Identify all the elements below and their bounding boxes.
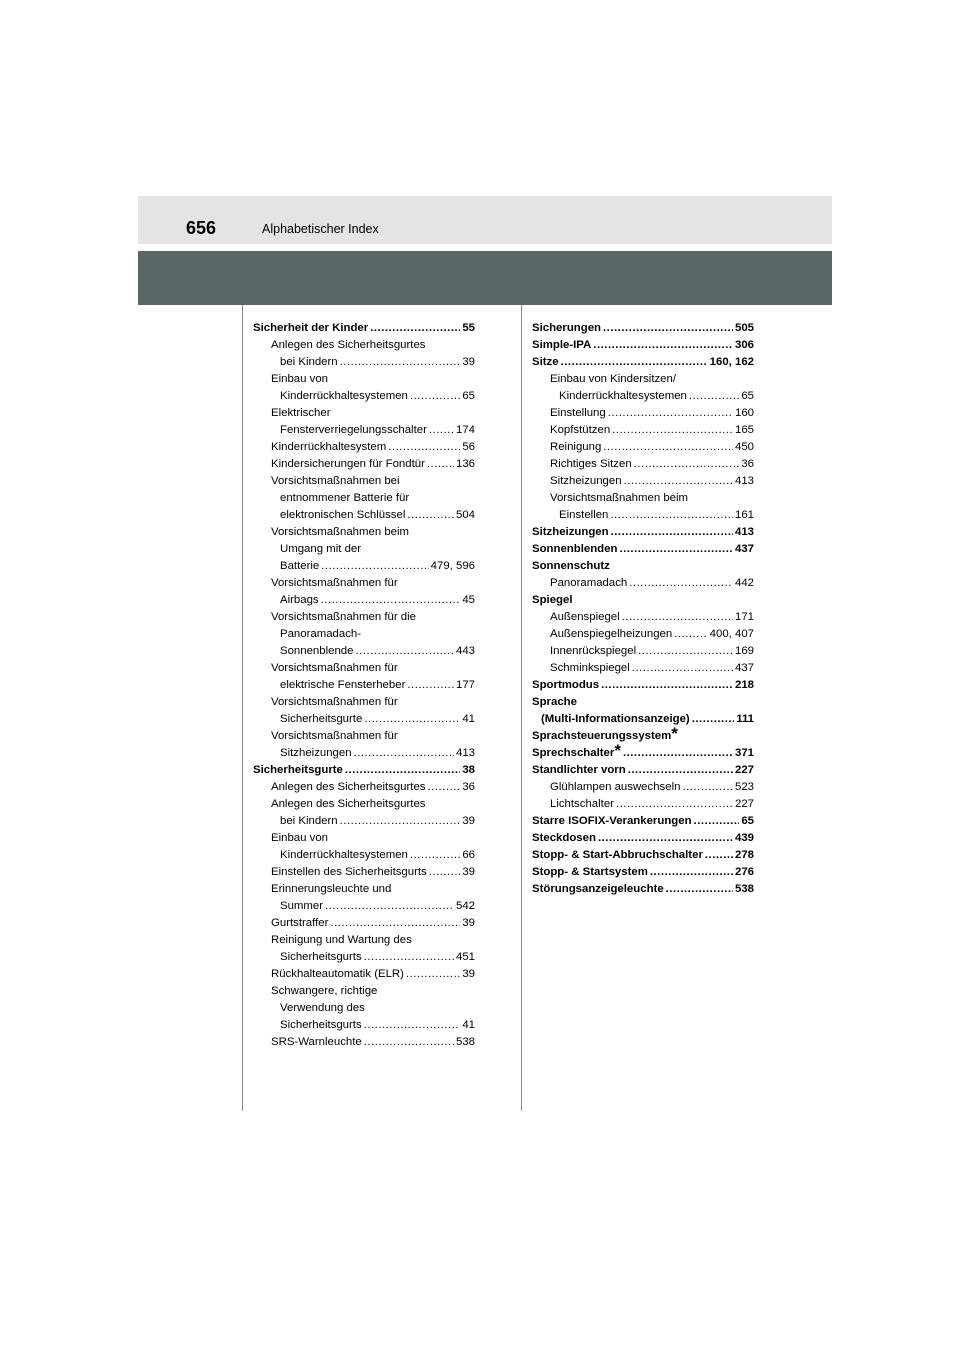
dot-leader (598, 830, 733, 847)
index-entry (253, 1034, 475, 1051)
index-entry (253, 609, 475, 660)
index-entry (253, 456, 475, 473)
dot-leader (340, 813, 461, 830)
index-entry-text: Stopp- & Start-Abbruchschalter (532, 849, 703, 861)
index-column-right (532, 320, 754, 898)
index-entry-text: Elektrischer (271, 407, 331, 419)
index-entry-text: Sicherheit der Kinder (253, 322, 369, 334)
index-entry-text: Vorsichtsmaßnahmen für (271, 577, 398, 589)
index-entry-text: Standlichter vorn (532, 764, 626, 776)
index-entry-text: Störungsanzeigeleuchte (532, 883, 664, 895)
index-entry (532, 541, 754, 558)
index-entry (253, 966, 475, 983)
index-entry-text: elektronischen Schlüssel (280, 509, 406, 521)
index-entry-text: Einbau von (271, 832, 328, 844)
index-entry-text: Verwendung des (280, 1002, 365, 1014)
index-entry (532, 371, 754, 405)
dot-leader (638, 643, 733, 660)
index-page-ref: 177 (455, 679, 475, 691)
dot-leader (694, 813, 740, 830)
index-page-ref: 41 (462, 1019, 475, 1031)
index-entry-text: Rückhalteautomatik (ELR) (271, 968, 404, 980)
dot-leader (428, 779, 461, 796)
dot-leader (601, 677, 733, 694)
index-entry-text: Reinigung und Wartung des (271, 934, 412, 946)
index-entry (532, 456, 754, 473)
index-entry-text: Stopp- & Startsystem (532, 866, 648, 878)
index-page-ref: 538 (455, 1036, 475, 1048)
dot-leader (624, 473, 733, 490)
index-entry-text: Kindersicherungen für Fondtür (271, 458, 425, 470)
index-entry-text: Fensterverriegelungsschalter (280, 424, 427, 436)
index-page-ref: 218 (734, 679, 754, 691)
index-page-ref: 400, 407 (709, 628, 754, 640)
index-page-ref: 504 (455, 509, 475, 521)
header-bar (138, 196, 832, 244)
dot-leader (612, 422, 733, 439)
index-entry (532, 643, 754, 660)
index-entry-text: Glühlampen auswechseln (550, 781, 681, 793)
dot-leader (616, 796, 733, 813)
dot-leader (330, 915, 460, 932)
index-entry-text: Erinnerungsleuchte und (271, 883, 392, 895)
dot-leader (650, 864, 733, 881)
index-entry-text: bei Kindern (280, 356, 338, 368)
index-entry-text: Lichtschalter (550, 798, 614, 810)
dot-leader (429, 864, 461, 881)
index-entry (253, 405, 475, 439)
index-page-ref: 169 (734, 645, 754, 657)
index-entry: Sprechschalter * ..... 371 (532, 745, 754, 762)
index-entry-text: Sicherheitsgurte (253, 764, 343, 776)
index-entry-text: Panoramadach (550, 577, 628, 589)
index-entry-text: Innenrückspiegel (550, 645, 637, 657)
index-entry-text: Schwangere, richtige (271, 985, 378, 997)
dot-leader (407, 507, 454, 524)
index-entry (532, 592, 754, 609)
index-entry (532, 677, 754, 694)
column-divider-left (242, 305, 243, 1111)
index-entry-text: Schminkspiegel (550, 662, 630, 674)
index-entry-text: Sicherheitsgurte (280, 713, 363, 725)
index-page-ref: 55 (462, 322, 475, 334)
index-page-ref: 371 (734, 747, 754, 759)
index-entry (532, 490, 754, 524)
index-page-ref: 66 (462, 849, 475, 861)
index-entry (532, 473, 754, 490)
index-entry-text: Kopfstützen (550, 424, 611, 436)
index-page-ref: 36 (462, 781, 475, 793)
dot-leader (355, 643, 454, 660)
index-entry-text: Einstellen des Sicherheitsgurts (271, 866, 427, 878)
dot-leader (666, 881, 733, 898)
index-entry (532, 796, 754, 813)
index-entry-text: Sicherungen (532, 322, 601, 334)
index-entry (532, 694, 754, 728)
index-entry-text: Airbags (280, 594, 319, 606)
index-entry-text: Sprache (532, 696, 577, 708)
index-entry-text: Sprachsteuerungssystem (532, 730, 672, 742)
index-entry-text: Gurtstraffer (271, 917, 329, 929)
index-page-ref: 174 (455, 424, 475, 436)
index-entry (253, 371, 475, 405)
index-entry-text: Vorsichtsmaßnahmen beim (271, 526, 410, 538)
index-entry-text: Sitzheizungen (280, 747, 352, 759)
dot-leader (629, 575, 733, 592)
index-entry-text: Kinderrückhaltesystemen (280, 390, 408, 402)
dot-leader (325, 898, 454, 915)
index-entry-text: Außenspiegel (550, 611, 620, 623)
index-entry-text: Vorsichtsmaßnahmen beim (550, 492, 689, 504)
index-entry-text: entnommener Batterie für (280, 492, 410, 504)
index-entry (253, 796, 475, 830)
index-entry-text: Sprechschalter (532, 747, 615, 759)
dot-leader (634, 456, 740, 473)
index-entry-text: Kinderrückhaltesystemen (280, 849, 408, 861)
index-entry-text: Anlegen des Sicherheitsgurtes (271, 781, 426, 793)
dot-leader (611, 524, 733, 541)
index-page-ref: 276 (734, 866, 754, 878)
index-entry (253, 830, 475, 864)
index-page-ref: 413 (734, 475, 754, 487)
index-page-ref: 451 (455, 951, 475, 963)
index-entry-text: Sonnenblende (280, 645, 354, 657)
index-entry-text: Steckdosen (532, 832, 596, 844)
dot-leader (623, 745, 733, 762)
index-page-ref: 413 (734, 526, 754, 538)
dot-leader (370, 320, 460, 337)
index-page-ref: 161 (734, 509, 754, 521)
index-entry-text: Einbau von Kindersitzen/ (550, 373, 677, 385)
dot-leader (364, 949, 454, 966)
page-number: 656 (186, 218, 217, 238)
dot-leader (689, 388, 739, 405)
index-entry-text: bei Kindern (280, 815, 338, 827)
index-entry (253, 694, 475, 728)
index-entry (253, 473, 475, 524)
index-page-ref: 39 (462, 866, 475, 878)
index-entry-text: Simple-IPA (532, 339, 592, 351)
index-page-ref: 278 (734, 849, 754, 861)
index-entry-text: Starre ISOFIX-Verankerungen (532, 815, 692, 827)
index-page-ref: 442 (734, 577, 754, 589)
dot-leader (345, 762, 460, 779)
index-entry-text: Anlegen des Sicherheitsgurtes (271, 798, 426, 810)
index-entry-text: Einstellung (550, 407, 606, 419)
dot-leader (388, 439, 460, 456)
dot-leader (561, 354, 708, 371)
index-entry-text: Richtiges Sitzen (550, 458, 632, 470)
index-entry (532, 609, 754, 626)
index-entry-text: Vorsichtsmaßnahmen für (271, 696, 398, 708)
index-page-ref: 450 (734, 441, 754, 453)
dot-leader (593, 337, 733, 354)
dot-leader (321, 558, 428, 575)
index-entry (532, 405, 754, 422)
index-page-ref: 65 (462, 390, 475, 402)
index-entry (253, 524, 475, 575)
index-entry (532, 881, 754, 898)
column-divider-middle (521, 305, 522, 1111)
index-page-ref: 39 (462, 968, 475, 980)
index-entry-text: (Multi-Informationsanzeige) (541, 713, 690, 725)
index-entry-text: Spiegel (532, 594, 573, 606)
index-entry (532, 779, 754, 796)
index-entry-text: Sonnenblenden (532, 543, 618, 555)
index-entry (532, 320, 754, 337)
index-entry: Sprachsteuerungssystem * (532, 724, 678, 743)
index-page-ref: 443 (455, 645, 475, 657)
index-entry (532, 354, 754, 371)
index-entry-text: Kinderrückhaltesystemen (559, 390, 687, 402)
dot-leader (674, 626, 707, 643)
index-entry (253, 660, 475, 694)
index-page-ref: 165 (734, 424, 754, 436)
index-entry-text: Sportmodus (532, 679, 600, 691)
index-page-ref: 111 (736, 713, 754, 725)
index-entry-text: Vorsichtsmaßnahmen für (271, 730, 398, 742)
dot-leader (410, 388, 460, 405)
index-entry (532, 847, 754, 864)
index-entry (253, 932, 475, 966)
index-page-ref: 160, 162 (709, 356, 754, 368)
index-entry (253, 779, 475, 796)
index-entry (253, 728, 475, 762)
index-column-left (253, 320, 475, 1051)
index-entry (532, 830, 754, 847)
index-entry (253, 983, 475, 1034)
index-entry (253, 864, 475, 881)
index-entry (532, 558, 754, 575)
index-entry-text: Einstellen (559, 509, 609, 521)
index-page-ref: 41 (462, 713, 475, 725)
index-entry (253, 320, 475, 337)
index-entry (253, 337, 475, 371)
index-page-ref: 479, 596 (430, 560, 475, 572)
index-entry (532, 762, 754, 779)
index-page-ref: 160 (734, 407, 754, 419)
dot-leader (354, 745, 454, 762)
index-entry (532, 439, 754, 456)
index-page-ref: 227 (734, 764, 754, 776)
index-entry (532, 813, 754, 830)
index-entry-text: Kinderrückhaltesystem (271, 441, 387, 453)
index-page-ref: 38 (462, 764, 475, 776)
index-entry-text: SRS-Warnleuchte (271, 1036, 362, 1048)
index-page-ref: 171 (734, 611, 754, 623)
index-entry (532, 864, 754, 881)
dot-leader (321, 592, 461, 609)
index-entry (253, 915, 475, 932)
dot-leader (622, 609, 733, 626)
index-entry-text: Sicherheitsgurts (280, 951, 362, 963)
dot-leader (364, 1034, 454, 1051)
index-page-ref: 439 (734, 832, 754, 844)
index-entry-text: Summer (280, 900, 324, 912)
index-entry (532, 660, 754, 677)
section-banner (138, 251, 832, 305)
index-entry-text: elektrische Fensterheber (280, 679, 406, 691)
index-page-ref: 538 (734, 883, 754, 895)
index-page-ref: 523 (734, 781, 754, 793)
index-entry-text: Außenspiegelheizungen (550, 628, 673, 640)
dot-leader (427, 456, 454, 473)
dot-leader (682, 779, 733, 796)
index-entry-text: Sicherheitsgurts (280, 1019, 362, 1031)
index-entry (532, 575, 754, 592)
index-entry-text: Vorsichtsmaßnahmen für (271, 662, 398, 674)
index-entry-text: Batterie (280, 560, 320, 572)
index-page-ref: 505 (734, 322, 754, 334)
index-entry (532, 524, 754, 541)
index-page-ref: 39 (462, 356, 475, 368)
dot-leader (692, 711, 735, 728)
index-page-ref: 39 (462, 917, 475, 929)
index-page-ref: 45 (462, 594, 475, 606)
index-entry-text: Einbau von (271, 373, 328, 385)
index-page-ref: 306 (734, 339, 754, 351)
index-entry-text: Vorsichtsmaßnahmen für die (271, 611, 416, 623)
index-entry (532, 337, 754, 354)
index-entry-text: Vorsichtsmaßnahmen bei (271, 475, 400, 487)
index-entry-text: Sonnenschutz (532, 560, 610, 572)
index-entry (532, 422, 754, 439)
dot-leader (603, 439, 733, 456)
dot-leader (364, 711, 460, 728)
dot-leader (364, 1017, 461, 1034)
index-entry (253, 575, 475, 609)
index-page-ref: 56 (462, 441, 475, 453)
index-page-ref: 136 (455, 458, 475, 470)
dot-leader (705, 847, 733, 864)
index-page-ref: 39 (462, 815, 475, 827)
index-page-ref: 65 (741, 390, 754, 402)
index-entry (532, 626, 754, 643)
dot-leader (610, 507, 733, 524)
index-page-ref: 227 (734, 798, 754, 810)
index-entry (253, 762, 475, 779)
index-page-ref: 437 (734, 543, 754, 555)
index-page-ref: 437 (734, 662, 754, 674)
dot-leader (340, 354, 461, 371)
index-entry-text: Sitzheizungen (550, 475, 622, 487)
dot-leader (608, 405, 733, 422)
index-entry-text: Reinigung (550, 441, 602, 453)
dot-leader (619, 541, 733, 558)
index-page-ref: 36 (741, 458, 754, 470)
index-page-ref: 413 (455, 747, 475, 759)
page-title: Alphabetischer Index (262, 222, 379, 236)
index-entry-text: Sitzheizungen (532, 526, 609, 538)
index-entry-text: Panoramadach- (280, 628, 362, 640)
dot-leader (628, 762, 733, 779)
dot-leader (603, 320, 733, 337)
dot-leader (429, 422, 454, 439)
dot-leader (410, 847, 460, 864)
index-entry (253, 439, 475, 456)
index-entry-text: Umgang mit der (280, 543, 362, 555)
index-entry-text: Anlegen des Sicherheitsgurtes (271, 339, 426, 351)
index-page-ref: 542 (455, 900, 475, 912)
dot-leader (632, 660, 733, 677)
index-entry (253, 881, 475, 915)
dot-leader (406, 966, 460, 983)
index-entry-text: Sitze (532, 356, 559, 368)
index-page-ref: 65 (741, 815, 754, 827)
dot-leader (407, 677, 454, 694)
